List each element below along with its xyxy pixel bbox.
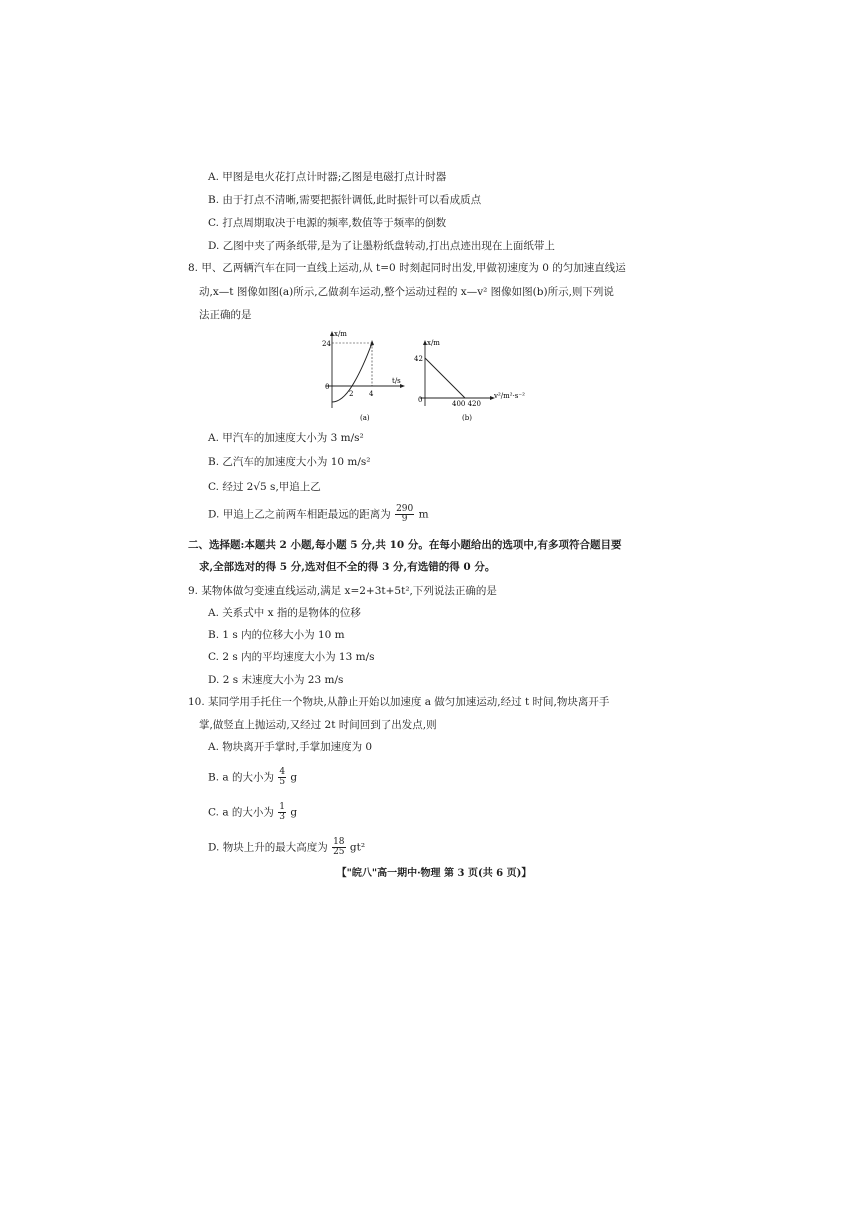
q8-d-denominator: 9 <box>401 514 408 524</box>
q10-b-fraction <box>278 768 286 787</box>
q10-b-denominator: 5 <box>279 777 286 787</box>
q9-stem: 9. 某物体做匀变速直线运动,满足 x=2+3t+5t²,下列说法正确的是 <box>188 585 497 597</box>
q8-d-numerator: 290 <box>396 504 414 514</box>
q8-d-suffix: m <box>418 508 429 521</box>
q10-d-denominator: 25 <box>333 847 345 857</box>
fig-b-caption: (b) <box>462 414 472 422</box>
q8-d-prefix: D. 甲追上乙之前两车相距最远的距离为 <box>208 508 391 521</box>
q8-d-fraction <box>395 505 414 524</box>
q10-d-suffix: gt² <box>349 841 366 854</box>
q8-stem-line2: 动,x—t 图像如图(a)所示,乙做刹车运动,整个运动过程的 x—v² 图像如图(b)所示,则下列说 <box>199 286 614 298</box>
q10-c-denominator: 3 <box>279 812 286 822</box>
figure-a-x-t-graph <box>312 328 412 424</box>
q7-option-b: B. 由于打点不清晰,需要把振针调低,此时振针可以看成质点 <box>208 194 482 206</box>
q8-option-c: C. 经过 2√5 s,甲追上乙 <box>208 481 321 493</box>
fig-a-x-tick-4: 4 <box>369 390 374 398</box>
q8-option-b: B. 乙汽车的加速度大小为 10 m/s² <box>208 456 371 468</box>
fig-a-xlabel: t/s <box>392 377 401 385</box>
fig-a-ylabel: x/m <box>334 330 347 338</box>
q10-stem-line1: 10. 某同学用手托住一个物块,从静止开始以加速度 a 做匀加速运动,经过 t 时间,物块离开手 <box>188 696 610 708</box>
q9-option-c: C. 2 s 内的平均速度大小为 13 m/s <box>208 651 375 663</box>
q10-b-numerator: 4 <box>279 767 286 777</box>
q10-c-numerator: 1 <box>279 802 286 812</box>
fig-a-caption: (a) <box>360 414 370 422</box>
q10-stem-line2: 掌,做竖直上抛运动,又经过 2t 时间回到了出发点,则 <box>199 719 437 731</box>
q9-option-a: A. 关系式中 x 指的是物体的位移 <box>208 607 361 619</box>
q10-d-numerator: 18 <box>333 837 345 847</box>
q10-b-prefix: B. a 的大小为 <box>208 771 274 784</box>
fig-a-origin: 0 <box>325 383 330 391</box>
q7-option-a: A. 甲图是电火花打点计时器;乙图是电磁打点计时器 <box>208 171 447 183</box>
q10-option-a: A. 物块离开手掌时,手掌加速度为 0 <box>208 741 373 753</box>
q8-option-d <box>208 505 429 524</box>
q10-d-prefix: D. 物块上升的最大高度为 <box>208 841 328 854</box>
figure-b-x-v2-graph <box>410 338 540 424</box>
q9-option-d: D. 2 s 末速度大小为 23 m/s <box>208 674 344 686</box>
fig-b-xlabel: v²/m²·s⁻² <box>494 392 525 400</box>
fig-b-origin: 0 <box>418 396 423 404</box>
q10-d-fraction <box>332 838 345 857</box>
q9-option-b: B. 1 s 内的位移大小为 10 m <box>208 629 345 641</box>
q10-option-b <box>208 768 297 787</box>
fig-b-x-ticks: 400 420 <box>452 400 481 408</box>
section2-heading-line1: 二、选择题:本题共 2 小题,每小题 5 分,共 10 分。在每小题给出的选项中,有多项符合题目要 <box>188 539 622 551</box>
q10-c-prefix: C. a 的大小为 <box>208 806 274 819</box>
page-footer: 【"皖八"高一期中·物理 第 3 页(共 6 页)】 <box>336 868 532 879</box>
q10-c-fraction <box>278 803 286 822</box>
q10-c-suffix: g <box>290 806 298 819</box>
fig-b-y-tick: 42 <box>414 355 423 363</box>
q10-b-suffix: g <box>290 771 298 784</box>
fig-a-x-tick-2: 2 <box>349 390 354 398</box>
q7-option-c: C. 打点周期取决于电源的频率,数值等于频率的倒数 <box>208 217 447 229</box>
q7-option-d: D. 乙图中夹了两条纸带,是为了让墨粉纸盘转动,打出点迹出现在上面纸带上 <box>208 240 555 252</box>
q10-option-c <box>208 803 297 822</box>
q8-stem-line3: 法正确的是 <box>199 309 252 321</box>
fig-b-ylabel: x/m <box>427 339 440 347</box>
q8-stem-line1: 8. 甲、乙两辆汽车在同一直线上运动,从 t=0 时刻起同时出发,甲做初速度为 0 的匀加速直线运 <box>188 262 626 274</box>
fig-a-y-tick: 24 <box>322 340 331 348</box>
section2-heading-line2: 求,全部选对的得 5 分,选对但不全的得 3 分,有选错的得 0 分。 <box>199 561 496 573</box>
q10-option-d <box>208 838 365 857</box>
q8-option-a: A. 甲汽车的加速度大小为 3 m/s² <box>208 432 364 444</box>
